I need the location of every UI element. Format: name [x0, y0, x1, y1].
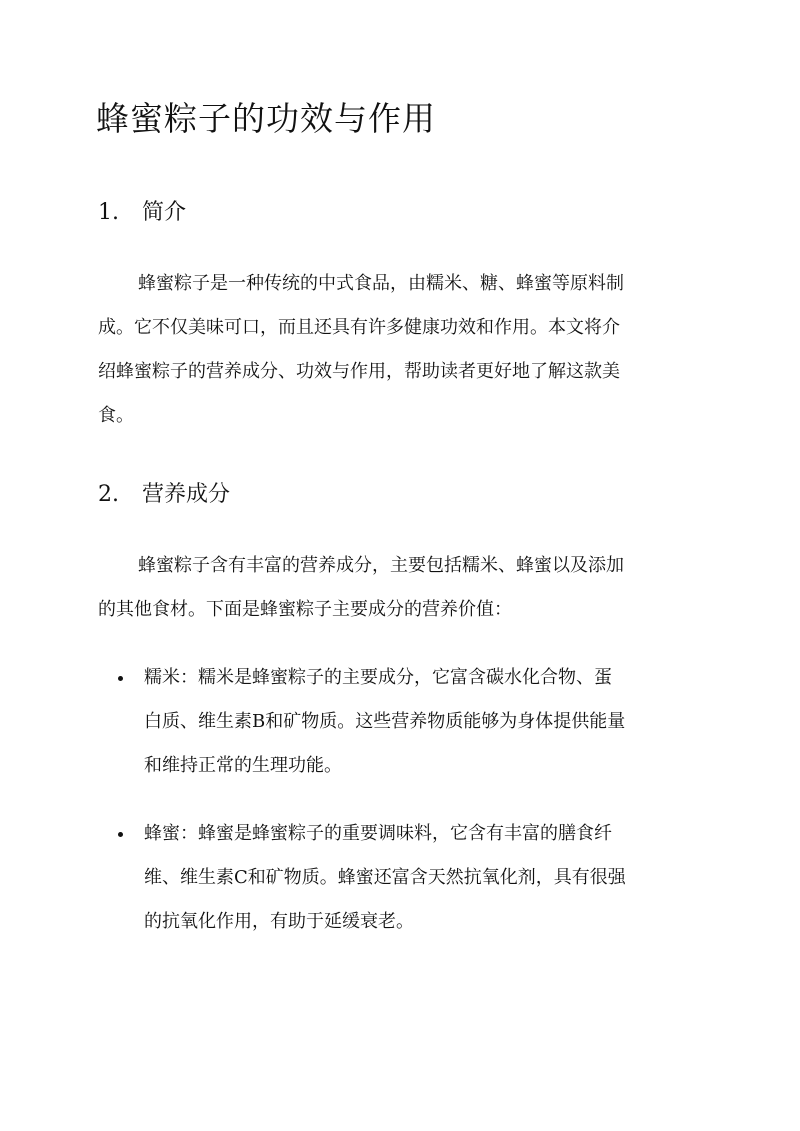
list-item-text	[144, 812, 704, 944]
paragraph-line: 蜂蜜粽子是一种传统的中式食品，由糯米、糖、蜂蜜等原料制	[138, 273, 624, 294]
nutrition-paragraph	[98, 544, 698, 632]
list-item-line: 蜂蜜：蜂蜜是蜂蜜粽子的重要调味料，它含有丰富的膳食纤	[144, 823, 612, 844]
list-item-line: 白质、维生素B和矿物质。这些营养物质能够为身体提供能量	[144, 711, 626, 732]
document-title: 蜂蜜粽子的功效与作用	[96, 99, 436, 138]
section-title: 简介	[142, 200, 187, 225]
section-title: 营养成分	[142, 482, 231, 507]
paragraph-line: 成。它不仅美味可口，而且还具有许多健康功效和作用。本文将介	[98, 317, 620, 338]
section-heading-nutrition	[98, 478, 230, 512]
list-item-line: 的抗氧化作用，有助于延缓衰老。	[144, 911, 414, 932]
list-item-line: 维、维生素C和矿物质。蜂蜜还富含天然抗氧化剂，具有很强	[144, 867, 626, 888]
paragraph-line: 的其他食材。下面是蜂蜜粽子主要成分的营养价值：	[98, 599, 512, 620]
paragraph-line: 绍蜂蜜粽子的营养成分、功效与作用，帮助读者更好地了解这款美	[98, 361, 620, 382]
list-item-line: 和维持正常的生理功能。	[144, 755, 342, 776]
section-heading-intro	[98, 196, 186, 230]
bullet-dot-icon	[118, 832, 123, 837]
list-item-text	[144, 656, 704, 788]
bullet-dot-icon	[118, 676, 123, 681]
paragraph-line: 食。	[98, 405, 134, 426]
section-number: 1.	[98, 200, 119, 225]
list-item-line: 糯米：糯米是蜂蜜粽子的主要成分，它富含碳水化合物、蛋	[144, 667, 612, 688]
section-number: 2.	[98, 482, 119, 507]
intro-paragraph	[98, 262, 698, 438]
paragraph-line: 蜂蜜粽子含有丰富的营养成分，主要包括糯米、蜂蜜以及添加	[138, 555, 624, 576]
